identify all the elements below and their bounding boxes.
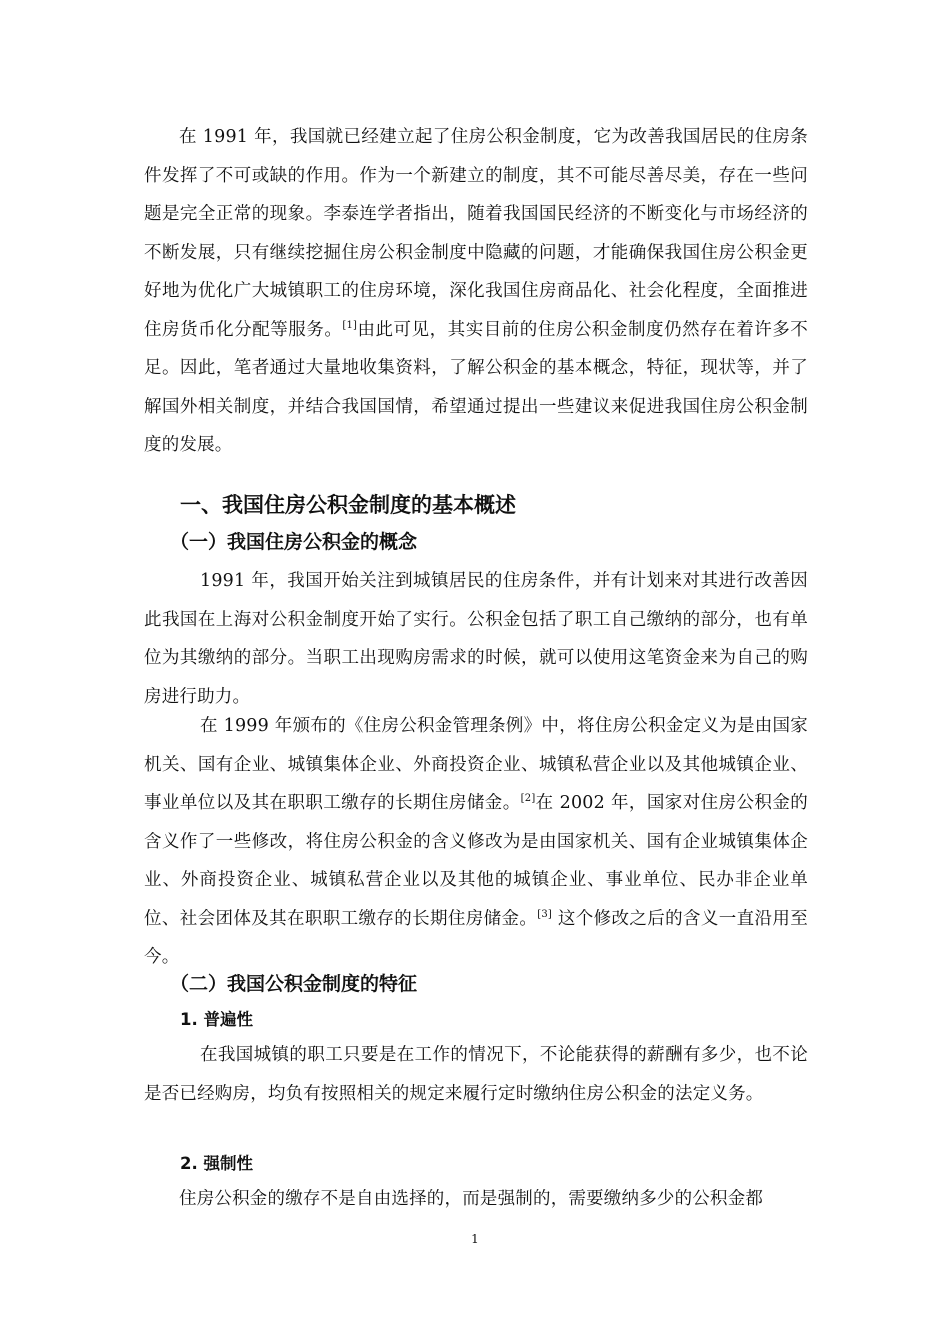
concept-text-part2: 在 2002 年，国家对住房公积金的含义作了一些修改，将住房公积金的含义修改为是由国家机关、国有企业城镇集体企业、外商投资企业、城镇私营企业以及其他的城镇企业、事业单位、民办非企业单位、社会团体及其在职职工缴存的长期住房储金。 xyxy=(144,793,809,929)
concept-paragraph-1: 1991 年，我国开始关注到城镇居民的住房条件，并有计划来对其进行改善因此我国在上海对公积金制度开始了实行。公积金包括了职工自己缴纳的部分，也有单位为其缴纳的部分。当职工出现购房需求的时候，就可以使用这笔资金来为自己的购房进行助力。 xyxy=(144,571,808,707)
intro-text-part2: 由此可见，其实目前的住房公积金制度仍然存在着许多不足。因此，笔者通过大量地收集资料，了解公积金的基本概念，特征，现状等，并了解国外相关制度，并结合我国国情，希望通过提出一些建议来促进我国住房公积金制度的发展。 xyxy=(144,319,809,455)
page-number: 1 xyxy=(471,1232,479,1246)
intro-paragraph xyxy=(144,118,808,465)
intro-text-part1: 在 1991 年，我国就已经建立起了住房公积金制度，它为改善我国居民的住房条件发挥了不可或缺的作用。作为一个新建立的制度，其不可能尽善尽美，存在一些问题是完全正常的现象。李泰连学者指出，随着我国国民经济的不断变化与市场经济的不断发展，只有继续挖掘住房公积金制度中隐藏的问题，才能确保我国住房公积金更好地为优化广大城镇职工的住房环境，深化我国住房商品化、社会化程度，全面推进住房货币化分配等服务。 xyxy=(144,127,808,340)
feature-heading-universality: 1. 普遍性 xyxy=(180,1010,253,1029)
citation-2: [2] xyxy=(520,793,536,805)
subsection-heading-features: （二）我国公积金制度的特征 xyxy=(170,973,418,995)
concept-text-part1: 在 1999 年颁布的《住房公积金管理条例》中，将住房公积金定义为是由国家机关、国有企业、城镇集体企业、外商投资企业、城镇私营企业以及其他城镇企业、事业单位以及其在职职工缴存的长期住房储金。 xyxy=(144,716,808,813)
concept-paragraph-2 xyxy=(144,707,808,977)
feature-paragraph-universality: 在我国城镇的职工只要是在工作的情况下，不论能获得的薪酬有多少，也不论是否已经购房，均负有按照相关的规定来履行定时缴纳住房公积金的法定义务。 xyxy=(144,1045,808,1104)
concept-text-part3: 这个修改之后的含义一直沿用至今。 xyxy=(144,908,808,967)
feature-paragraph-compulsory: 住房公积金的缴存不是自由选择的，而是强制的，需要缴纳多少的公积金都 xyxy=(179,1189,764,1209)
feature-heading-compulsory: 2. 强制性 xyxy=(180,1154,253,1173)
citation-3: [3] xyxy=(537,908,552,920)
citation-1: [1] xyxy=(342,319,358,331)
section-heading-1: 一、我国住房公积金制度的基本概述 xyxy=(180,493,516,517)
subsection-heading-concept: （一）我国住房公积金的概念 xyxy=(170,531,418,553)
